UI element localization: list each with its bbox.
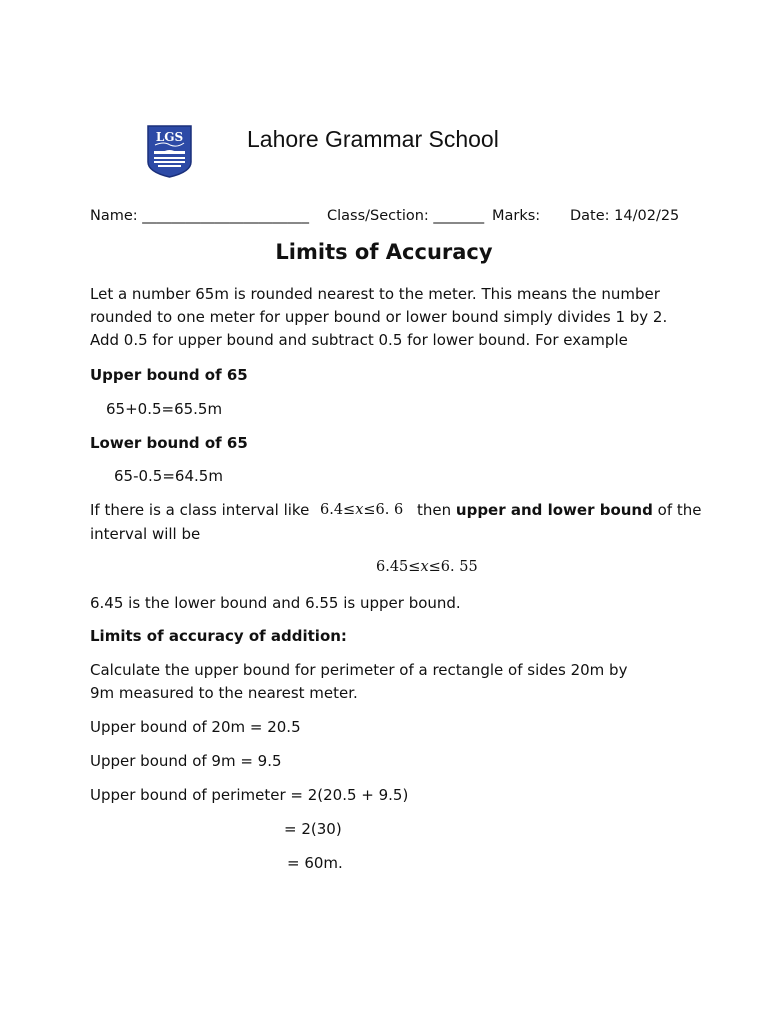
step-upper-20m: Upper bound of 20m = 20.5 bbox=[90, 718, 301, 736]
interval-prefix: If there is a class interval like bbox=[90, 501, 310, 519]
intro-paragraph: Let a number 65m is rounded nearest to the meter. This means the number rounded to one meter for upper bound or lower bound simply divides 1 by 2. Add 0.5 for upper bound and subtract 0.5 for lower bound. For example bbox=[90, 285, 668, 349]
class-section-field: Class/Section: _______ bbox=[327, 208, 485, 224]
interval-expression: 6.4≤x≤6. 6 bbox=[320, 502, 404, 518]
upper-bound-heading: Upper bound of 65 bbox=[90, 366, 248, 384]
interval-line2: interval will be bbox=[90, 525, 201, 543]
logo-text: LGS bbox=[155, 130, 184, 144]
upper-bound-calc: 65+0.5=65.5m bbox=[106, 400, 223, 418]
interval-then: then upper and lower bound of the bbox=[417, 501, 702, 519]
date-field: Date: 14/02/25 bbox=[570, 208, 680, 224]
lower-bound-heading: Lower bound of 65 bbox=[90, 434, 248, 452]
school-name: Lahore Grammar School bbox=[247, 126, 499, 152]
problem-statement: Calculate the upper bound for perimeter of a rectangle of sides 20m by 9m measured to the nearest meter. bbox=[90, 661, 628, 702]
bounds-sentence: 6.45 is the lower bound and 6.55 is upper bound. bbox=[90, 594, 461, 612]
step-upper-perimeter: Upper bound of perimeter = 2(20.5 + 9.5) bbox=[90, 786, 409, 804]
step-upper-9m: Upper bound of 9m = 9.5 bbox=[90, 752, 282, 770]
page-title: Limits of Accuracy bbox=[275, 240, 493, 264]
lower-bound-calc: 65-0.5=64.5m bbox=[114, 467, 223, 485]
name-field: Name: _______________________ bbox=[90, 208, 310, 224]
marks-field: Marks: bbox=[492, 208, 541, 224]
step-sum: = 2(30) bbox=[284, 820, 342, 838]
bounds-expression: 6.45≤x≤6. 55 bbox=[376, 559, 478, 575]
addition-heading: Limits of accuracy of addition: bbox=[90, 627, 347, 645]
step-result: = 60m. bbox=[287, 854, 343, 872]
school-logo bbox=[146, 124, 193, 178]
